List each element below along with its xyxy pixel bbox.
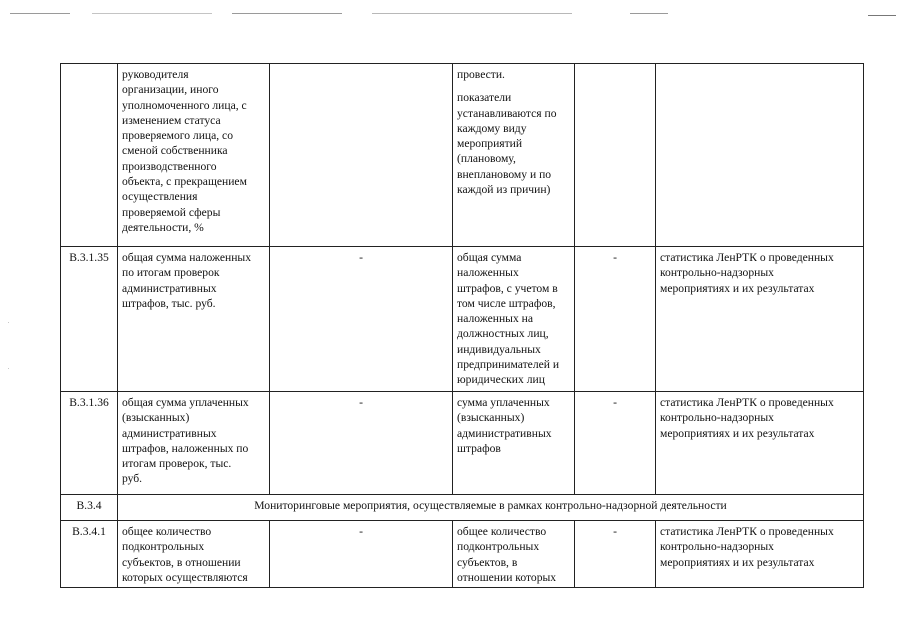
scan-artifact-line: [10, 13, 70, 14]
row-note-line: провести.: [457, 68, 505, 81]
row-source: статистика ЛенРТК о проведенных контрольно-надзорных мероприятиях и их результатах: [656, 521, 864, 588]
scan-artifact-line: [630, 13, 668, 14]
row-code: [61, 64, 118, 247]
row-indicator: общая сумма уплаченных (взысканных) административных штрафов, наложенных по итогам проверок, тыс. руб.: [118, 392, 270, 495]
row-code: В.3.1.36: [61, 392, 118, 495]
section-title: Мониторинговые мероприятия, осуществляемые в рамках контрольно-надзорной деятельности: [118, 495, 864, 521]
row-value: -: [575, 247, 656, 392]
row-target: -: [270, 521, 453, 588]
row-value: -: [575, 521, 656, 588]
row-target: -: [270, 247, 453, 392]
row-target: [270, 64, 453, 247]
indicator-table: [60, 63, 864, 588]
row-source: [656, 64, 864, 247]
row-note: общее количество подконтрольных субъектов, в отношении которых: [453, 521, 575, 588]
row-source: статистика ЛенРТК о проведенных контрольно-надзорных мероприятиях и их результатах: [656, 392, 864, 495]
row-indicator: руководителя организации, иного уполномоченного лица, с изменением статуса проверяемого лица, со сменой собственника производственного объекта, с прекращением осуществления проверяемой сферы деятельности, %: [118, 64, 270, 247]
scan-artifact-line: [372, 13, 572, 14]
scan-artifact-line: [232, 13, 342, 14]
row-value: [575, 64, 656, 247]
scan-artifact-line: [868, 15, 896, 16]
row-code: В.3.1.35: [61, 247, 118, 392]
table-row: [61, 64, 864, 247]
scan-artifact-line: [92, 13, 212, 14]
table-row: [61, 247, 864, 392]
section-row: [61, 495, 864, 521]
section-code: В.3.4: [61, 495, 118, 521]
row-value: -: [575, 392, 656, 495]
row-note-line: показатели устанавливаются по каждому виду мероприятий (плановому, внеплановому и по каждой из причин): [457, 91, 557, 197]
table-row: [61, 392, 864, 495]
row-target: -: [270, 392, 453, 495]
row-note: сумма уплаченных (взысканных) административных штрафов: [453, 392, 575, 495]
scan-artifact-dot: [8, 368, 9, 369]
row-note: [453, 64, 575, 247]
row-source: статистика ЛенРТК о проведенных контрольно-надзорных мероприятиях и их результатах: [656, 247, 864, 392]
row-code: В.3.4.1: [61, 521, 118, 588]
table-row: [61, 521, 864, 588]
scan-artifact-dot: [8, 322, 9, 323]
row-indicator: общая сумма наложенных по итогам проверок административных штрафов, тыс. руб.: [118, 247, 270, 392]
row-note: общая сумма наложенных штрафов, с учетом в том числе штрафов, наложенных на должностных лиц, индивидуальных предпринимателей и юридических лиц: [453, 247, 575, 392]
row-indicator: общее количество подконтрольных субъектов, в отношении которых осуществляются: [118, 521, 270, 588]
